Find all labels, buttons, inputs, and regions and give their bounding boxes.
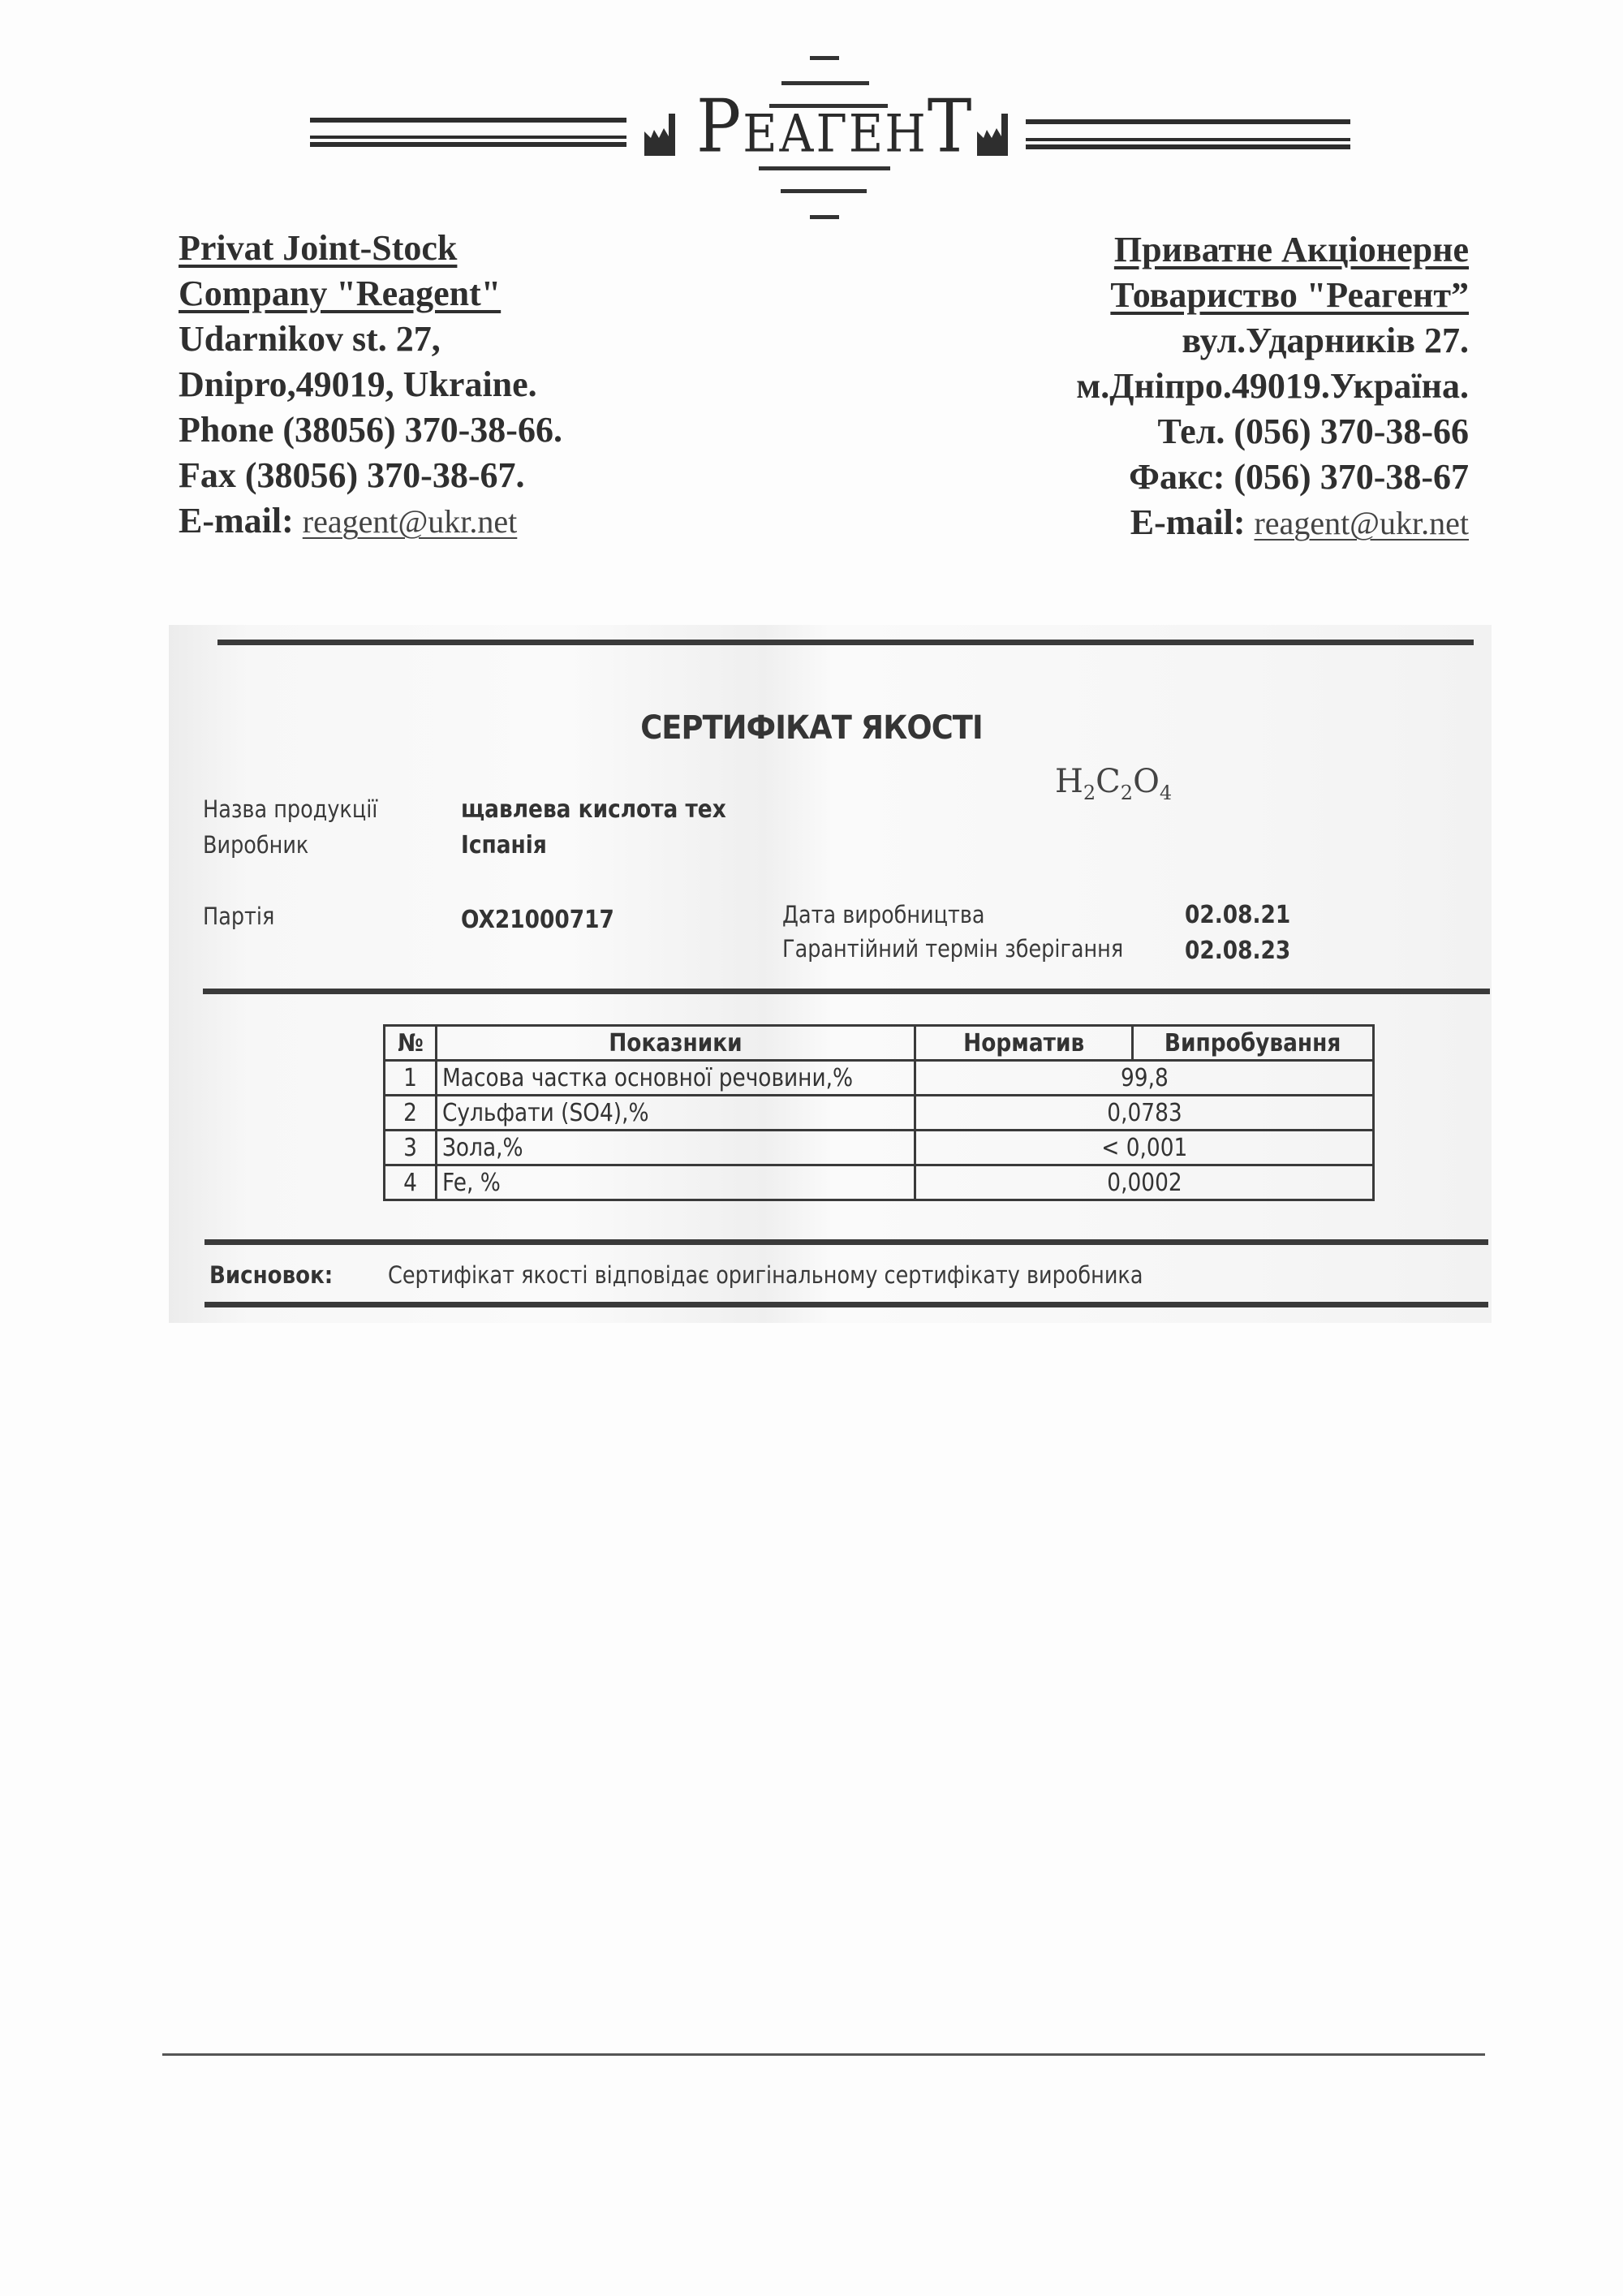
shelf-life-label: Гарантійний термін зберігання [782, 935, 1124, 963]
product-label: Назва продукції [203, 795, 378, 823]
email-row [179, 498, 562, 545]
phone: Phone (38056) 370-38-66. [179, 410, 562, 450]
chemical-formula: $H_2C_2O_4$ [1055, 763, 1173, 804]
table-row [385, 1131, 1374, 1165]
logo-rule [1026, 138, 1350, 149]
shelf-life-value: 02.08.23 [1185, 937, 1291, 965]
email-link[interactable]: reagent@ukr.net [302, 503, 518, 540]
logo-ornament [781, 189, 867, 193]
email-label: E-mail: [179, 501, 303, 541]
row-number: 1 [385, 1061, 437, 1096]
email-link[interactable]: reagent@ukr.net [1254, 505, 1469, 541]
production-date-label: Дата виробництва [782, 901, 985, 928]
divider [217, 640, 1474, 645]
divider [203, 989, 1490, 994]
logo-ornament [810, 215, 839, 219]
factory-icon [643, 114, 685, 156]
row-indicator: Fe, % [437, 1165, 915, 1200]
logo-rule [1026, 119, 1350, 124]
fax: Факс: (056) 370-38-67 [1129, 457, 1469, 497]
conclusion-text: Сертифікат якості відповідає оригінальному сертифікату виробника [388, 1261, 1143, 1289]
divider [204, 1239, 1488, 1245]
batch-value: OX21000717 [461, 906, 614, 934]
row-number: 3 [385, 1131, 437, 1165]
row-indicator: Масова частка основної речовини,% [437, 1061, 915, 1096]
address-line1: Udarnikov st. 27, [179, 319, 441, 359]
footer-divider [162, 2053, 1485, 2056]
email-label: E-mail: [1130, 502, 1255, 542]
row-value: < 0,001 [915, 1131, 1374, 1165]
company-name-line2: Товариство "Реагент” [1110, 275, 1469, 315]
logo-wordmark: РЕАГЕНТ [696, 84, 974, 170]
row-value: 0,0002 [915, 1165, 1374, 1200]
factory-icon [975, 114, 1018, 156]
address-line2: Dnipro,49019, Ukraine. [179, 364, 537, 404]
manufacturer-value: Іспанія [461, 831, 547, 859]
row-value: 0,0783 [915, 1096, 1374, 1131]
table-row [385, 1096, 1374, 1131]
company-name-line1: Приватне Акціонерне [1113, 230, 1469, 269]
column-header-norm: Норматив [915, 1026, 1132, 1061]
company-name-line2: Company "Reagent" [179, 274, 502, 313]
logo-ornament [781, 81, 869, 85]
divider [204, 1302, 1488, 1307]
column-header-test: Випробування [1132, 1026, 1373, 1061]
column-header-indicator: Показники [437, 1026, 915, 1061]
row-indicator: Зола,% [437, 1131, 915, 1165]
production-date-value: 02.08.21 [1185, 901, 1291, 929]
row-number: 4 [385, 1165, 437, 1200]
email-row [1076, 500, 1469, 546]
row-value: 99,8 [915, 1061, 1374, 1096]
logo-rule [310, 118, 626, 123]
batch-label: Партія [203, 902, 275, 930]
address-line1: вул.Ударників 27. [1182, 321, 1469, 360]
row-number: 2 [385, 1096, 437, 1131]
indicators-table [383, 1024, 1375, 1201]
manufacturer-label: Виробник [203, 831, 309, 859]
phone: Тел. (056) 370-38-66 [1157, 411, 1469, 451]
address-line2: м.Дніпро.49019.Україна. [1076, 366, 1469, 406]
certificate-title: СЕРТИФІКАТ ЯКОСТІ [640, 709, 983, 747]
conclusion-label: Висновок: [209, 1261, 334, 1289]
company-name-line1: Privat Joint-Stock [179, 228, 458, 268]
column-header-no: № [385, 1026, 437, 1061]
table-row [385, 1061, 1374, 1096]
company-header-en [179, 226, 562, 545]
product-value: щавлева кислота тех [461, 795, 726, 824]
table-row [385, 1165, 1374, 1200]
company-header-ua [1076, 227, 1469, 546]
row-indicator: Сульфати (SO4),% [437, 1096, 915, 1131]
logo-ornament [810, 56, 839, 60]
logo-rule [310, 136, 626, 147]
fax: Fax (38056) 370-38-67. [179, 455, 525, 495]
table-header-row [385, 1026, 1374, 1061]
